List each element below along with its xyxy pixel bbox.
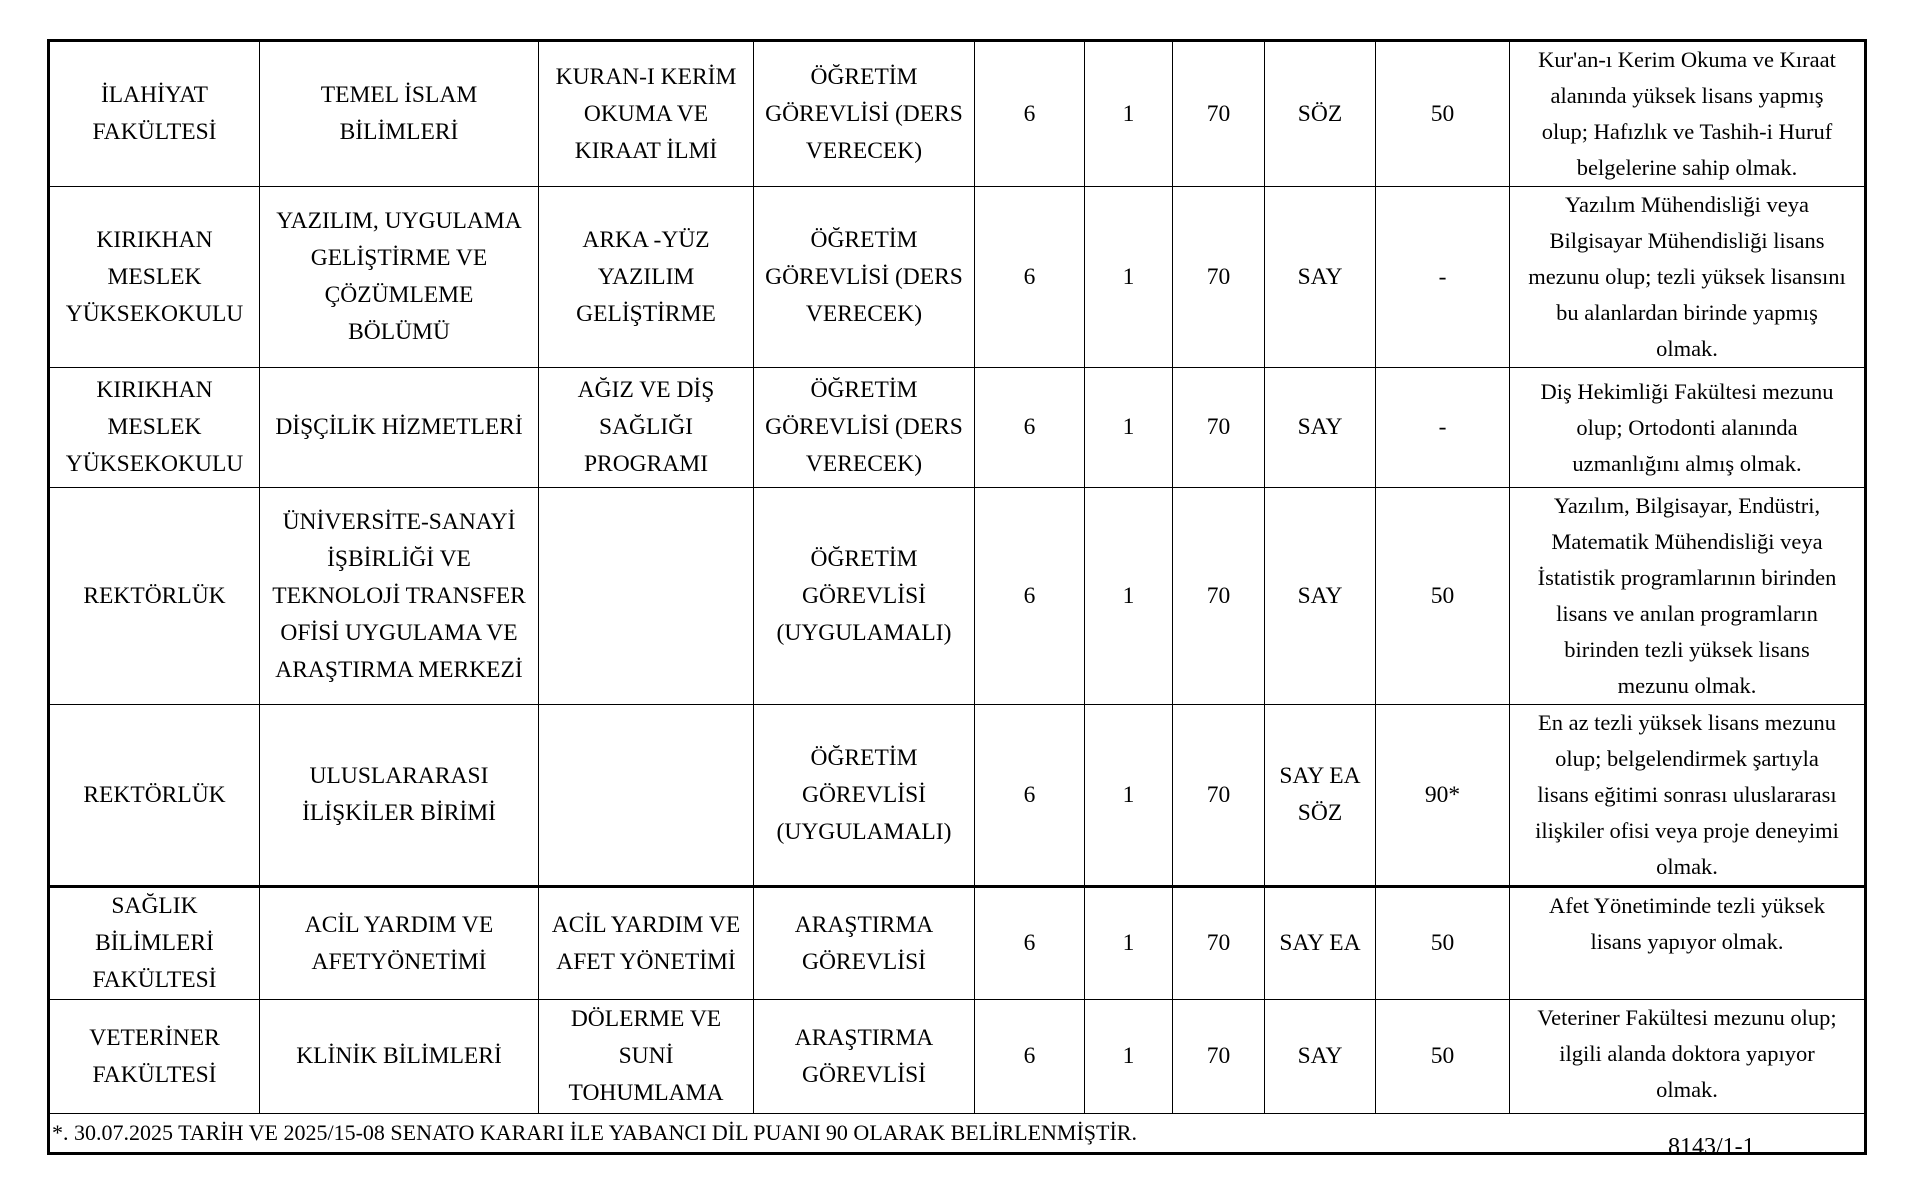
requirement-note-cell: Yazılım, Bilgisayar, Endüstri, Matematik Mühendisliği veya İstatistik programlarının birinden lisans ve anılan programların birinden tezli yüksek lisans mezunu olmak. (1510, 488, 1866, 705)
title-cell: ÖĞRETİM GÖREVLİSİ (UYGULAMALI) (754, 488, 975, 705)
ales-type-cell: SAY (1265, 187, 1376, 368)
count-cell: 1 (1085, 1000, 1173, 1114)
requirement-note-cell: En az tezli yüksek lisans mezunu olup; belgelendirmek şartıyla lisans eğitimi sonrası uluslararası ilişkiler ofisi veya proje deneyimi olmak. (1510, 705, 1866, 887)
unit-cell: KIRIKHAN MESLEK YÜKSEKOKULU (49, 187, 260, 368)
language-score-cell: 50 (1376, 488, 1510, 705)
ales-score-cell: 70 (1173, 187, 1265, 368)
language-score-cell: 50 (1376, 41, 1510, 187)
department-cell: ÜNİVERSİTE-SANAYİ İŞBİRLİĞİ VE TEKNOLOJİ TRANSFER OFİSİ UYGULAMA VE ARAŞTIRMA MERKEZİ (260, 488, 539, 705)
department-cell: DİŞÇİLİK HİZMETLERİ (260, 368, 539, 488)
table-row (49, 705, 1866, 887)
program-cell (539, 488, 754, 705)
positions-table (47, 39, 1867, 1155)
title-cell: ÖĞRETİM GÖREVLİSİ (DERS VERECEK) (754, 368, 975, 488)
ales-type-cell: SAY (1265, 1000, 1376, 1114)
count-cell: 1 (1085, 488, 1173, 705)
requirement-note-cell: Kur'an-ı Kerim Okuma ve Kıraat alanında yüksek lisans yapmış olup; Hafızlık ve Tashih-i Huruf belgelerine sahip olmak. (1510, 41, 1866, 187)
degree-cell: 6 (975, 887, 1085, 1000)
title-cell: ÖĞRETİM GÖREVLİSİ (DERS VERECEK) (754, 187, 975, 368)
degree-cell: 6 (975, 488, 1085, 705)
program-cell: DÖLERME VE SUNİ TOHUMLAMA (539, 1000, 754, 1114)
language-score-cell: - (1376, 368, 1510, 488)
ales-score-cell: 70 (1173, 1000, 1265, 1114)
program-cell (539, 705, 754, 887)
unit-cell: VETERİNER FAKÜLTESİ (49, 1000, 260, 1114)
degree-cell: 6 (975, 368, 1085, 488)
program-cell: AĞIZ VE DİŞ SAĞLIĞI PROGRAMI (539, 368, 754, 488)
table-row (49, 187, 1866, 368)
unit-cell: KIRIKHAN MESLEK YÜKSEKOKULU (49, 368, 260, 488)
ales-score-cell: 70 (1173, 488, 1265, 705)
language-score-cell: 90* (1376, 705, 1510, 887)
department-cell: ULUSLARARASI İLİŞKİLER BİRİMİ (260, 705, 539, 887)
language-score-cell: - (1376, 187, 1510, 368)
degree-cell: 6 (975, 41, 1085, 187)
table-row (49, 887, 1866, 1000)
title-cell: ÖĞRETİM GÖREVLİSİ (UYGULAMALI) (754, 705, 975, 887)
ales-score-cell: 70 (1173, 368, 1265, 488)
program-cell: ACİL YARDIM VE AFET YÖNETİMİ (539, 887, 754, 1000)
page-reference: 8143/1-1 (1668, 1134, 1755, 1160)
title-cell: ARAŞTIRMA GÖREVLİSİ (754, 1000, 975, 1114)
count-cell: 1 (1085, 705, 1173, 887)
table-row (49, 488, 1866, 705)
table-row (49, 1000, 1866, 1114)
degree-cell: 6 (975, 187, 1085, 368)
ales-type-cell: SAY EA SÖZ (1265, 705, 1376, 887)
degree-cell: 6 (975, 1000, 1085, 1114)
count-cell: 1 (1085, 368, 1173, 488)
footnote: *. 30.07.2025 TARİH VE 2025/15-08 SENATO KARARI İLE YABANCI DİL PUANI 90 OLARAK BELİRLENMİŞTİR. (49, 1114, 1866, 1154)
title-cell: ÖĞRETİM GÖREVLİSİ (DERS VERECEK) (754, 41, 975, 187)
unit-cell: SAĞLIK BİLİMLERİ FAKÜLTESİ (49, 887, 260, 1000)
ales-score-cell: 70 (1173, 887, 1265, 1000)
requirement-note-cell: Veteriner Fakültesi mezunu olup; ilgili alanda doktora yapıyor olmak. (1510, 1000, 1866, 1114)
table-row (49, 41, 1866, 187)
degree-cell: 6 (975, 705, 1085, 887)
ales-type-cell: SAY (1265, 368, 1376, 488)
requirement-note-cell: Afet Yönetiminde tezli yüksek lisans yapıyor olmak. (1510, 887, 1866, 1000)
count-cell: 1 (1085, 187, 1173, 368)
table-row (49, 368, 1866, 488)
language-score-cell: 50 (1376, 1000, 1510, 1114)
ales-score-cell: 70 (1173, 705, 1265, 887)
department-cell: YAZILIM, UYGULAMA GELİŞTİRME VE ÇÖZÜMLEME BÖLÜMÜ (260, 187, 539, 368)
requirement-note-cell: Diş Hekimliği Fakültesi mezunu olup; Ortodonti alanında uzmanlığını almış olmak. (1510, 368, 1866, 488)
department-cell: KLİNİK BİLİMLERİ (260, 1000, 539, 1114)
department-cell: TEMEL İSLAM BİLİMLERİ (260, 41, 539, 187)
requirement-note-cell: Yazılım Mühendisliği veya Bilgisayar Mühendisliği lisans mezunu olup; tezli yüksek lisansını bu alanlardan birinde yapmış olmak. (1510, 187, 1866, 368)
unit-cell: İLAHİYAT FAKÜLTESİ (49, 41, 260, 187)
program-cell: ARKA -YÜZ YAZILIM GELİŞTİRME (539, 187, 754, 368)
footnote-row (49, 1114, 1866, 1154)
count-cell: 1 (1085, 41, 1173, 187)
ales-type-cell: SAY (1265, 488, 1376, 705)
title-cell: ARAŞTIRMA GÖREVLİSİ (754, 887, 975, 1000)
program-cell: KURAN-I KERİM OKUMA VE KIRAAT İLMİ (539, 41, 754, 187)
language-score-cell: 50 (1376, 887, 1510, 1000)
ales-type-cell: SAY EA (1265, 887, 1376, 1000)
ales-score-cell: 70 (1173, 41, 1265, 187)
count-cell: 1 (1085, 887, 1173, 1000)
ales-type-cell: SÖZ (1265, 41, 1376, 187)
department-cell: ACİL YARDIM VE AFETYÖNETİMİ (260, 887, 539, 1000)
unit-cell: REKTÖRLÜK (49, 705, 260, 887)
unit-cell: REKTÖRLÜK (49, 488, 260, 705)
